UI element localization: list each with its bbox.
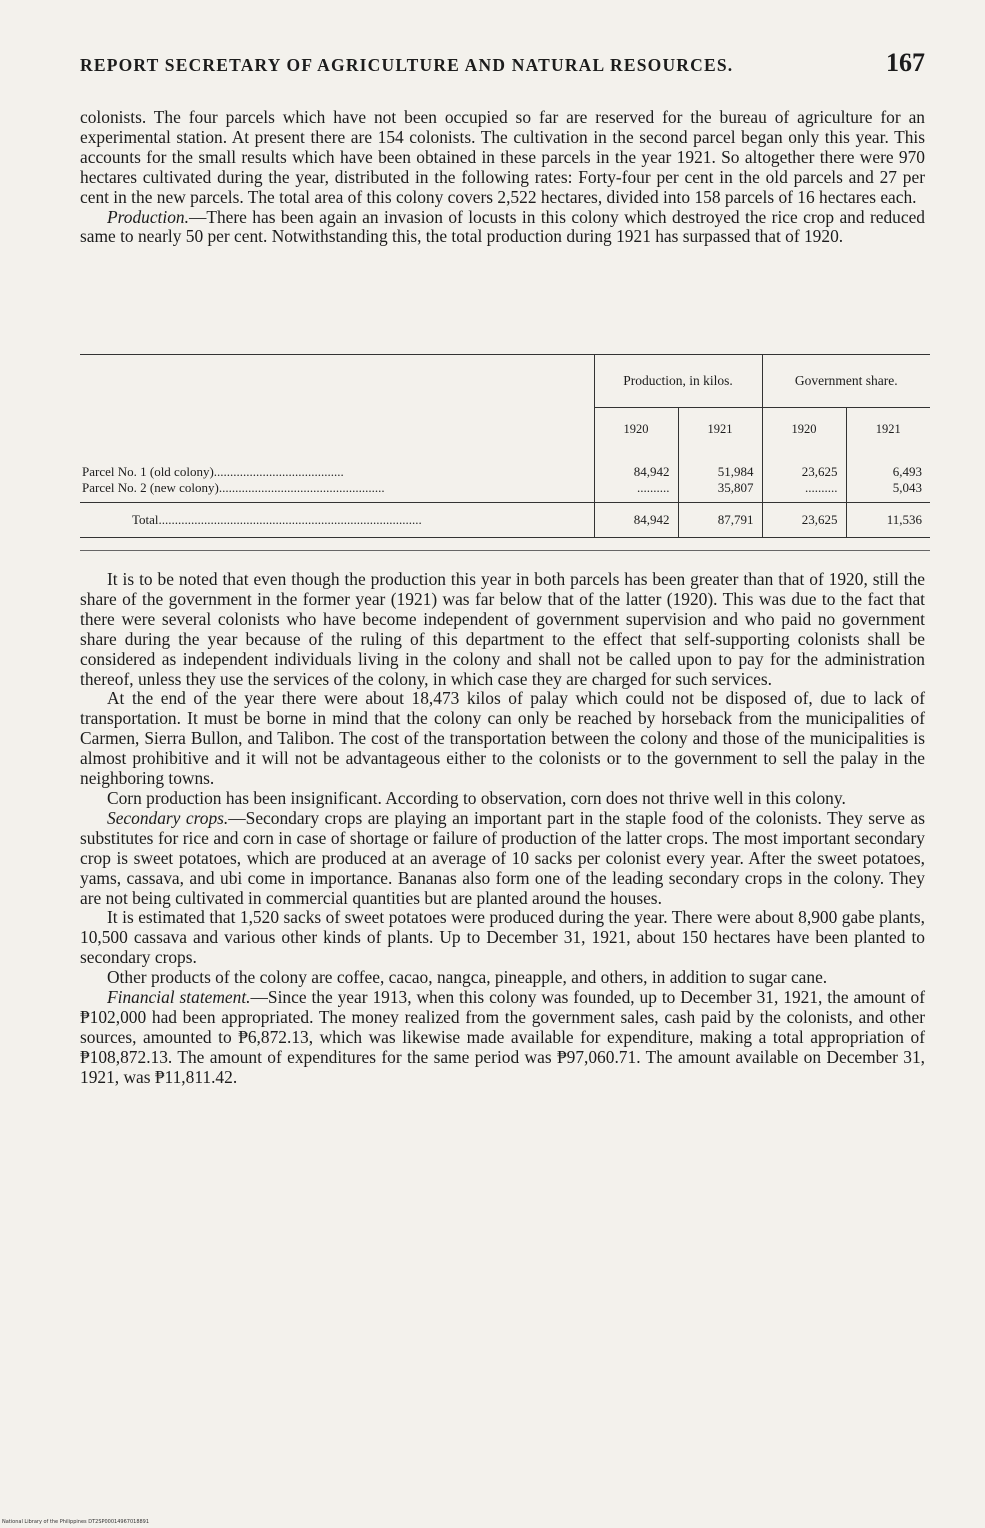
- total-value: 84,942: [594, 503, 678, 538]
- cell-value: 35,807: [717, 480, 754, 495]
- cell-value: ..........: [805, 480, 838, 495]
- scan-footer: National Library of the Philippines DT2SP00014967018891: [2, 1519, 150, 1525]
- running-header: [80, 48, 925, 78]
- paragraph-production: [80, 208, 925, 248]
- paragraph-government-share: It is to be noted that even though the production this year in both parcels has been greater than that of 1920, still the share of the government in the former year (1921) was far below that of the latter (1920). This was due to the fact that there were several colonists who have become independent of government supervision and who paid no government share during the year because of the ruling of this department to the effect that self-supporting colonists shall be considered as independent individuals living in the colony and shall not be called upon to pay for the administration thereof, unless they use the services of the colony, in which case they are charged for such services.: [80, 569, 925, 689]
- production-text: —There has been again an invasion of locusts in this colony which destroyed the rice crop and reduced same to nearly 50 per cent. Notwithstanding this, the total production during 1921 has surpassed that of 1920.: [80, 206, 925, 247]
- cell-value: 51,984: [717, 464, 754, 479]
- production-heading: Production.: [107, 206, 189, 227]
- financial-heading: Financial statement.: [107, 987, 251, 1008]
- secondary-crops-text: —Secondary crops are playing an important part in the staple food of the colonists. They serve as substitutes for rice and corn in case of shortage or failure of production of the latter crops. The most important secondary crop is sweet potatoes, which are produced at an average of 10 sacks per colonist every year. After the sweet potatoes, yams, cassava, and ubi come in importance. Bananas also form one of the leading secondary crops in the colony. They are not being cultivated in commercial quantities but are planted around the houses.: [80, 807, 925, 908]
- cell-value: ..........: [637, 480, 670, 495]
- table-bottom-rule: [80, 550, 930, 551]
- total-value: 87,791: [678, 503, 762, 538]
- paragraph-sweet-potatoes: It is estimated that 1,520 sacks of sweet potatoes were produced during the year. There were about 8,900 gabe plants, 10,500 cassava and various other kinds of plants. Up to December 31, 1921, about 150 hectares have been planted to secondary crops.: [80, 907, 925, 968]
- row-label: Parcel No. 1 (old colony)........................................: [82, 464, 344, 479]
- text-block-bottom: [80, 570, 925, 1088]
- financial-text: —Since the year 1913, when this colony was founded, up to December 31, 1921, the amount of ₱102,000 had been appropriated. The money realized from the government sales, cash paid by the colonists, and other sources, amounted to ₱6,872.13, which was likewise made available for expenditure, making a total appropriation of ₱108,872.13. The amount of expenditures for the same period was ₱97,060.71. The amount available on December 31, 1921, was ₱11,811.42.: [80, 987, 925, 1087]
- table-row: [80, 450, 930, 503]
- cell-value: 6,493: [892, 464, 922, 479]
- paragraph-secondary-crops: [80, 809, 925, 909]
- paragraph-colonists: colonists. The four parcels which have not been occupied so far are reserved for the bureau of agriculture for an experimental station. At present there are 154 colonists. The cultivation in the second parcel began only this year. This accounts for the small results which have been obtained in these parcels in the year 1921. So altogether there were 970 hectares cultivated during the year, distributed in the following rates: Forty-four per cent in the old parcels and 27 per cent in the new parcels. The total area of this colony covers 2,522 hectares, divided into 158 parcels of 16 hectares each.: [80, 107, 925, 207]
- year-header: 1920: [594, 408, 678, 451]
- total-value: 11,536: [846, 503, 930, 538]
- cell-value: 23,625: [801, 464, 838, 479]
- production-table: [80, 354, 930, 538]
- header-production-kilos: Production, in kilos.: [594, 355, 762, 408]
- page-number: 167: [886, 48, 925, 77]
- paragraph-corn: Corn production has been insignificant. According to observation, corn does not thrive well in this colony.: [107, 787, 846, 808]
- paragraph-other-products: Other products of the colony are coffee, cacao, nangca, pineapple, and others, in addition to sugar cane.: [107, 967, 828, 988]
- row-label: Parcel No. 2 (new colony)...................................................: [82, 480, 385, 495]
- year-header: 1920: [762, 408, 846, 451]
- cell-value: 84,942: [633, 464, 670, 479]
- cell-value: 5,043: [892, 480, 922, 495]
- total-label: Total.................................................................................: [80, 503, 594, 538]
- year-header: 1921: [678, 408, 762, 451]
- text-block-top: [80, 108, 925, 247]
- paragraph-palay: At the end of the year there were about 18,473 kilos of palay which could not be disposed of, due to lack of transportation. It must be borne in mind that the colony can only be reached by horseback from the municipalities of Carmen, Sierra Bullon, and Talibon. The cost of the transportation between the colony and those of the municipalities is almost prohibitive and it will not be advantageous either to the colonists or to the government to sell the palay in the neighboring towns.: [80, 688, 925, 789]
- year-header: 1921: [846, 408, 930, 451]
- header-title: REPORT SECRETARY OF AGRICULTURE AND NATURAL RESOURCES.: [80, 55, 734, 75]
- secondary-crops-heading: Secondary crops.: [107, 807, 229, 828]
- total-row: [80, 503, 930, 538]
- total-value: 23,625: [762, 503, 846, 538]
- paragraph-financial: [80, 988, 925, 1088]
- header-government-share: Government share.: [762, 355, 930, 408]
